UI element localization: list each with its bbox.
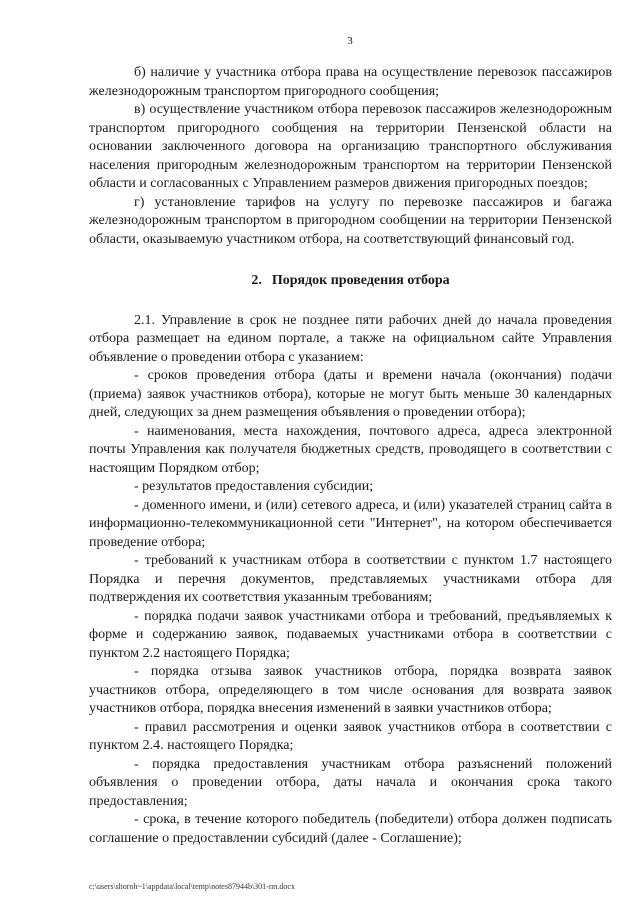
paragraph-v: в) осуществление участником отбора перевозок пассажиров железнодорожным транспортом пригородного сообщения на территории Пензенской области на основании заключенного договора на организацию транспортного обслуживания населения пригородным железнодорожным транспортом на территории Пензенской области и согласованных с Управлением размеров движения пригородных поездов; xyxy=(89,102,612,191)
section-title: Порядок проведения отбора xyxy=(271,273,450,288)
list-item-submission-order: - порядка подачи заявок участниками отбора и требований, предъявляемых к форме и содержанию заявок, подаваемых участниками отбора в соответствии с пунктом 2.2 настоящего Порядка; xyxy=(89,608,612,661)
list-item-evaluation-rules: - правил рассмотрения и оценки заявок участников отбора в соответствии с пунктом 2.4. настоящего Порядка; xyxy=(89,719,612,753)
list-item-requirements: - требований к участникам отбора в соответствии с пунктом 1.7 настоящего Порядка и перечня документов, представляемых участниками отбора для подтверждения их соответствия указанным требованиям; xyxy=(89,553,612,605)
list-item-agreement-term: - срока, в течение которого победитель (победители) отбора должен подписать соглашение о предоставлении субсидий (далее - Соглашение); xyxy=(89,812,612,846)
list-item-name-address: - наименования, места нахождения, почтового адреса, адреса электронной почты Управления как получателя бюджетных средств, проводящего в соответствии с настоящим Порядком отбор; xyxy=(89,423,612,476)
section-number: 2. xyxy=(251,273,262,288)
page-number: 3 xyxy=(347,35,353,47)
paragraph-g: г) установление тарифов на услугу по перевозке пассажиров и багажа железнодорожным транспортом в пригородном сообщении на территории Пензенской области, оказываемую участником отбора, на соответствующий финансовый год. xyxy=(89,194,612,247)
list-item-clarifications: - порядка предоставления участникам отбора разъяснений положений объявления о проведении отбора, даты начала и окончания срока такого предоставления; xyxy=(89,756,612,809)
document-body xyxy=(89,64,612,848)
paragraph-2-1: 2.1. Управление в срок не позднее пяти рабочих дней до начала проведения отбора размещает на едином портале, а также на официальном сайте Управления объявление о проведении отбора с указанием: xyxy=(89,312,612,365)
list-item-withdrawal-order: - порядка отзыва заявок участников отбора, порядка возврата заявок участников отбора, определяющего в том числе основания для возврата заявок участников отбора, порядка внесения изменений в заявки участников отбора; xyxy=(89,664,612,716)
list-item-results: - результатов предоставления субсидии; xyxy=(134,479,374,494)
paragraph-b: б) наличие у участника отбора права на осуществление перевозок пассажиров железнодорожным транспортом пригородного сообщения; xyxy=(89,65,612,99)
list-item-deadlines: - сроков проведения отбора (даты и времени начала (окончания) подачи (приема) заявок участников отбора), которые не могут быть меньше 30 календарных дней, следующих за днем размещения объявления о проведении отбора); xyxy=(89,368,612,420)
list-item-domain: - доменного имени, и (или) сетевого адреса, и (или) указателей страниц сайта в информационно-телекоммуникационной сети "Интернет", на котором обеспечивается проведение отбора; xyxy=(89,497,612,550)
file-path-footer: c:\users\shoroh~1\appdata\local\temp\notes87944b\301-пп.docx xyxy=(89,882,295,891)
section-heading xyxy=(89,272,612,291)
